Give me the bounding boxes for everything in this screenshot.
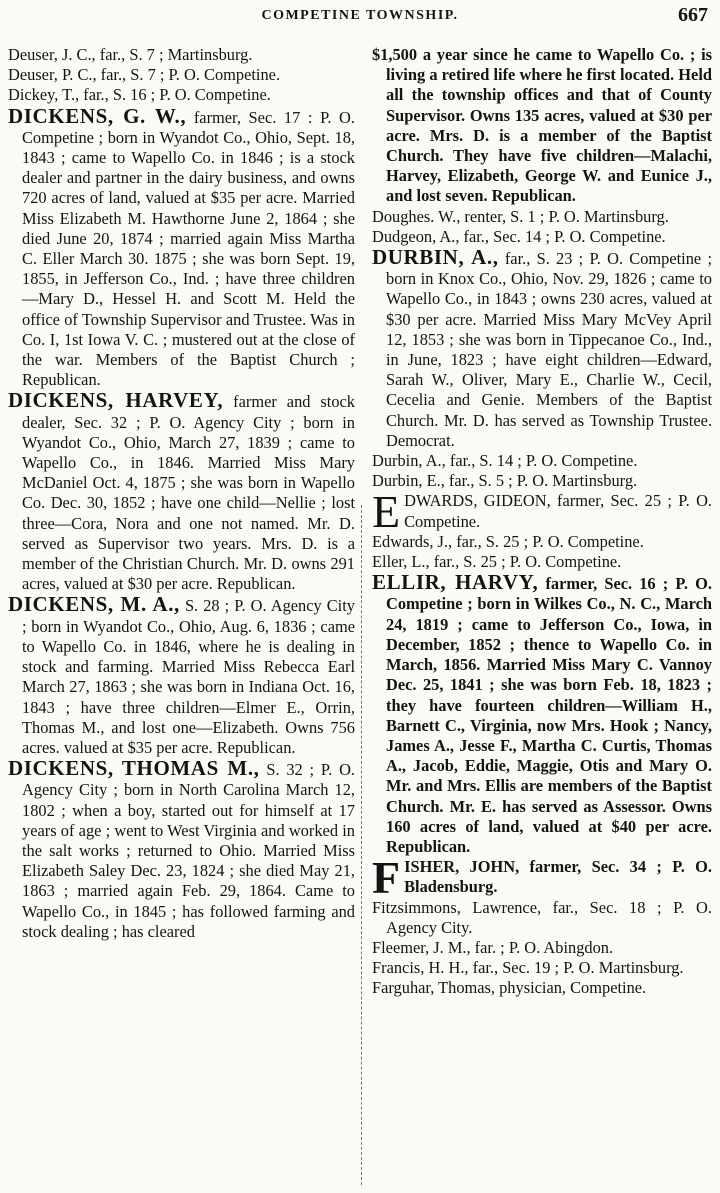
entry-ellir-harvy: ELLIR, HARVY, farmer, Sec. 16 ; P. O. Competine ; born in Wilkes Co., N. C., March 24, 1819 ; came to Jefferson Co., Iowa, in December, 1852 ; thence to Wapello Co. in March, 1856. Married Miss Mary C. Vannoy Dec. 25, 1841 ; she was born Feb. 18, 1823 ; they have fourteen children—William H., Barnett C., Virginia, now Mrs. Hook ; Nancy, James A., Jesse F., Martha C. Curtis, Thomas A., Jacob, Eddie, Maggie, Otis and Mary O. Mr. and Mrs. Ellis are members of the Baptist Church. Mr. E. has served as Assessor. Owns 160 acres of land, valued at $40 per acre. Republican. [372, 570, 712, 856]
entry-francis: Francis, H. H., far., Sec. 19 ; P. O. Martinsburg. [372, 958, 684, 978]
entry-durbin-a-bio: DURBIN, A., far., S. 23 ; P. O. Competine ; born in Knox Co., Ohio, Nov. 29, 1826 ; came to Wapello Co., in 1843 ; owns 230 acres, valued at $30 per acre. Married Miss Mary McVey April 12, 1853 ; she was born in Tippecanoe Co., Ind., in June, 1823 ; have eight children—Edward, Sarah W., Oliver, Mary E., Charlie W., Cecil, Cecelia and Genie. Members of the Baptist Church. Mr. D. has served as Township Trustee. Democrat. [372, 245, 713, 450]
entry-edwards-j: Edwards, J., far., S. 25 ; P. O. Competine. [372, 531, 644, 551]
entry-continued-dickens: $1,500 a year since he came to Wapello Co. ; is living a retired life where he first located. Held all the township offices and that of County Supervisor. Owns 135 acres, valued at $30 per acre. Mrs. D. is a member of the Baptist Church. They have five children—Malachi, Harvey, Elizabeth, George W. and Eunice J., and lost seven. Republican. [372, 45, 712, 206]
entry-fitzsimmons: Fitzsimmons, Lawrence, far., Sec. 18 ; P. O. Agency City. [372, 897, 712, 937]
entry-dickens-gw: DICKENS, G. W., farmer, Sec. 17 : P. O. Competine ; born in Wyandot Co., Ohio, Sept. 18, 1843 ; came to Wapello Co. in 1846 ; is a stock dealer and partner in the dairy business, and owns 720 acres of land, valued at $35 per acre. Married Miss Elizabeth M. Hawthorne June 2, 1864 ; she died June 20, 1874 ; married again Miss Martha C. Eller March 30. 1875 ; she was born Sept. 19, 1855, in Jefferson Co., Ind. ; have three children—Mary D., Hessel H. and Scott M. Held the office of Township Supervisor and Trustee. Was in Co. I, 1st Iowa V. C. ; mustered out at the close of the war. Members of the Baptist Church ; Republican. [8, 103, 355, 390]
entry-name: ELLIR, HARVY, [372, 570, 539, 595]
entry-name: DICKENS, G. W., [8, 103, 187, 128]
page-number: 667 [678, 4, 708, 26]
entry-name: DURBIN, A., [372, 245, 499, 270]
drop-cap: F [372, 852, 401, 904]
entry-dickey-t: Dickey, T., far., S. 16 ; P. O. Competine. [8, 85, 271, 105]
entry-fisher-john: FISHER, JOHN, farmer, Sec. 34 ; P. O. Bladensburg. [372, 852, 712, 904]
left-column [8, 45, 355, 942]
entry-dickens-ma: DICKENS, M. A., S. 28 ; P. O. Agency City ; born in Wyandot Co., Ohio, Aug. 6, 1836 ; came to Wapello Co. in 1846, where he is dealing in stock and farming. Married Miss Rebecca Earl March 27, 1863 ; she was born in Indiana Oct. 16, 1843 ; have three children—Elmer E., Orrin, Thomas M., and lost one—Elizabeth. Owns 756 acres. valued at $35 per acre. Republican. [8, 592, 355, 757]
entry-durbin-e: Durbin, E., far., S. 5 ; P. O. Martinsburg. [372, 471, 638, 491]
entry-fleemer: Fleemer, J. M., far. ; P. O. Abingdon. [372, 937, 614, 957]
drop-cap: E [372, 486, 401, 538]
right-column [372, 45, 712, 999]
entry-durbin-a: Durbin, A., far., S. 14 ; P. O. Competine. [372, 451, 638, 471]
entry-eller-l: Eller, L., far., S. 25 ; P. O. Competine. [372, 552, 622, 572]
running-title: COMPETINE TOWNSHIP. [261, 8, 459, 23]
entry-edwards-gideon: EDWARDS, GIDEON, farmer, Sec. 25 ; P. O. Competine. [372, 486, 712, 538]
entry-doughes: Doughes. W., renter, S. 1 ; P. O. Martinsburg. [372, 206, 669, 226]
entry-name: DICKENS, M. A., [8, 592, 180, 617]
entry-dudgeon: Dudgeon, A., far., Sec. 14 ; P. O. Competine. [372, 226, 666, 246]
entry-dickens-harvey: DICKENS, HARVEY, farmer and stock dealer, Sec. 32 ; P. O. Agency City ; born in Wyandot Co., Ohio, March 27, 1839 ; came to Wapello Co., in 1846. Married Miss Mary McDaniel Oct. 4, 1875 ; she was born in Wapello Co. Dec. 30, 1852 ; have one child—Nellie ; lost three—Cora, Nora and one not named. Mr. D. served as Supervisor two years. Mrs. D. is a member of the Christian Church. Mr. D. owns 291 acres, valued at $30 per acre. Republican. [8, 388, 355, 594]
page-header [0, 0, 720, 34]
entry-deuser-pc: Deuser, P. C., far., S. 7 ; P. O. Competine. [8, 65, 281, 85]
entry-name: DICKENS, HARVEY, [8, 388, 224, 413]
column-divider [361, 505, 362, 1185]
entry-dickens-thomas: DICKENS, THOMAS M., S. 32 ; P. O. Agency City ; born in North Carolina March 12, 1802 ; when a boy, started out for himself at 17 years of age ; went to West Virginia and worked in the salt works ; returned to Ohio. Married Miss Elizabeth Saley Dec. 23, 1824 ; she died May 21, 1863 ; married again Feb. 29, 1864. Came to Wapello Co., in 1845 ; has followed farming and stock dealing ; has cleared [8, 756, 356, 941]
entry-farguhar: Farguhar, Thomas, physician, Competine. [372, 978, 647, 998]
entry-name: DICKENS, THOMAS M., [8, 756, 260, 781]
entry-deuser-jc: Deuser, J. C., far., S. 7 ; Martinsburg. [8, 45, 253, 64]
